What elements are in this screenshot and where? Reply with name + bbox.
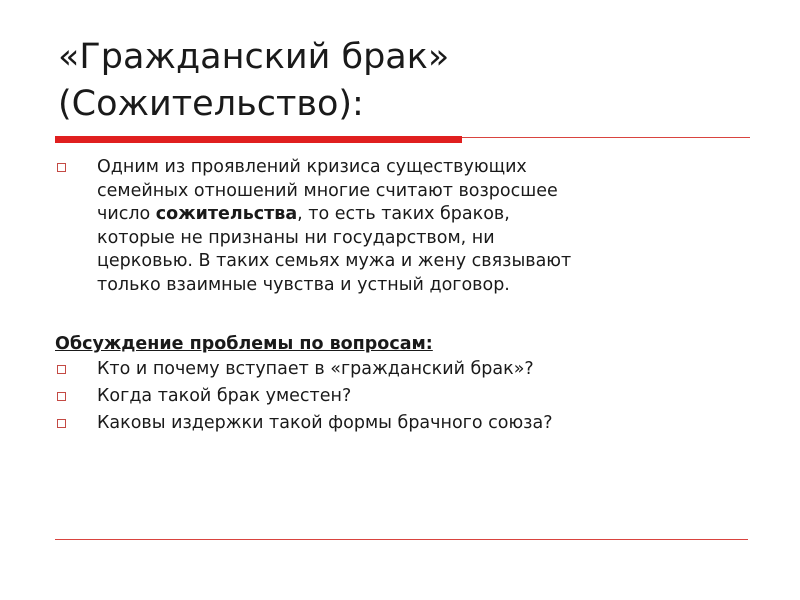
intro-paragraph [97,156,755,297]
question-text: Кто и почему вступает в «гражданский брак»? [97,358,534,379]
question-text: Каковы издержки такой формы брачного союза? [97,412,553,433]
slide-title-line-2: (Сожительство): [58,84,364,124]
question-item [55,358,755,382]
square-bullet-icon [57,419,66,428]
discussion-heading: Обсуждение проблемы по вопросам: [55,334,433,354]
square-bullet-icon [57,163,66,172]
intro-text: число [97,204,156,224]
intro-bold-term: сожительства [155,204,298,224]
slide-title [58,34,449,128]
section-spacer [55,297,755,333]
intro-line: которые не признаны ни государством, ни [97,227,495,248]
footer-rule [55,539,748,540]
square-bullet-icon [57,365,66,374]
intro-bullet-item [55,156,755,297]
intro-line [97,203,737,227]
intro-line: церковью. В таких семьях мужа и жену связывают [97,251,572,271]
intro-line: Одним из проявлений кризиса существующих [97,157,527,177]
intro-text: , то есть таких браков, [297,204,510,224]
intro-line: только взаимные чувства и устный договор. [97,274,510,295]
intro-line: семейных отношений многие считают возросшее [97,180,558,201]
square-bullet-icon [57,392,66,401]
title-underline-accent [55,136,462,143]
question-text: Когда такой брак уместен? [97,385,352,406]
slide-body [55,156,755,439]
question-item [55,412,755,436]
slide-title-line-1: «Гражданский брак» [58,37,450,77]
question-item [55,385,755,409]
